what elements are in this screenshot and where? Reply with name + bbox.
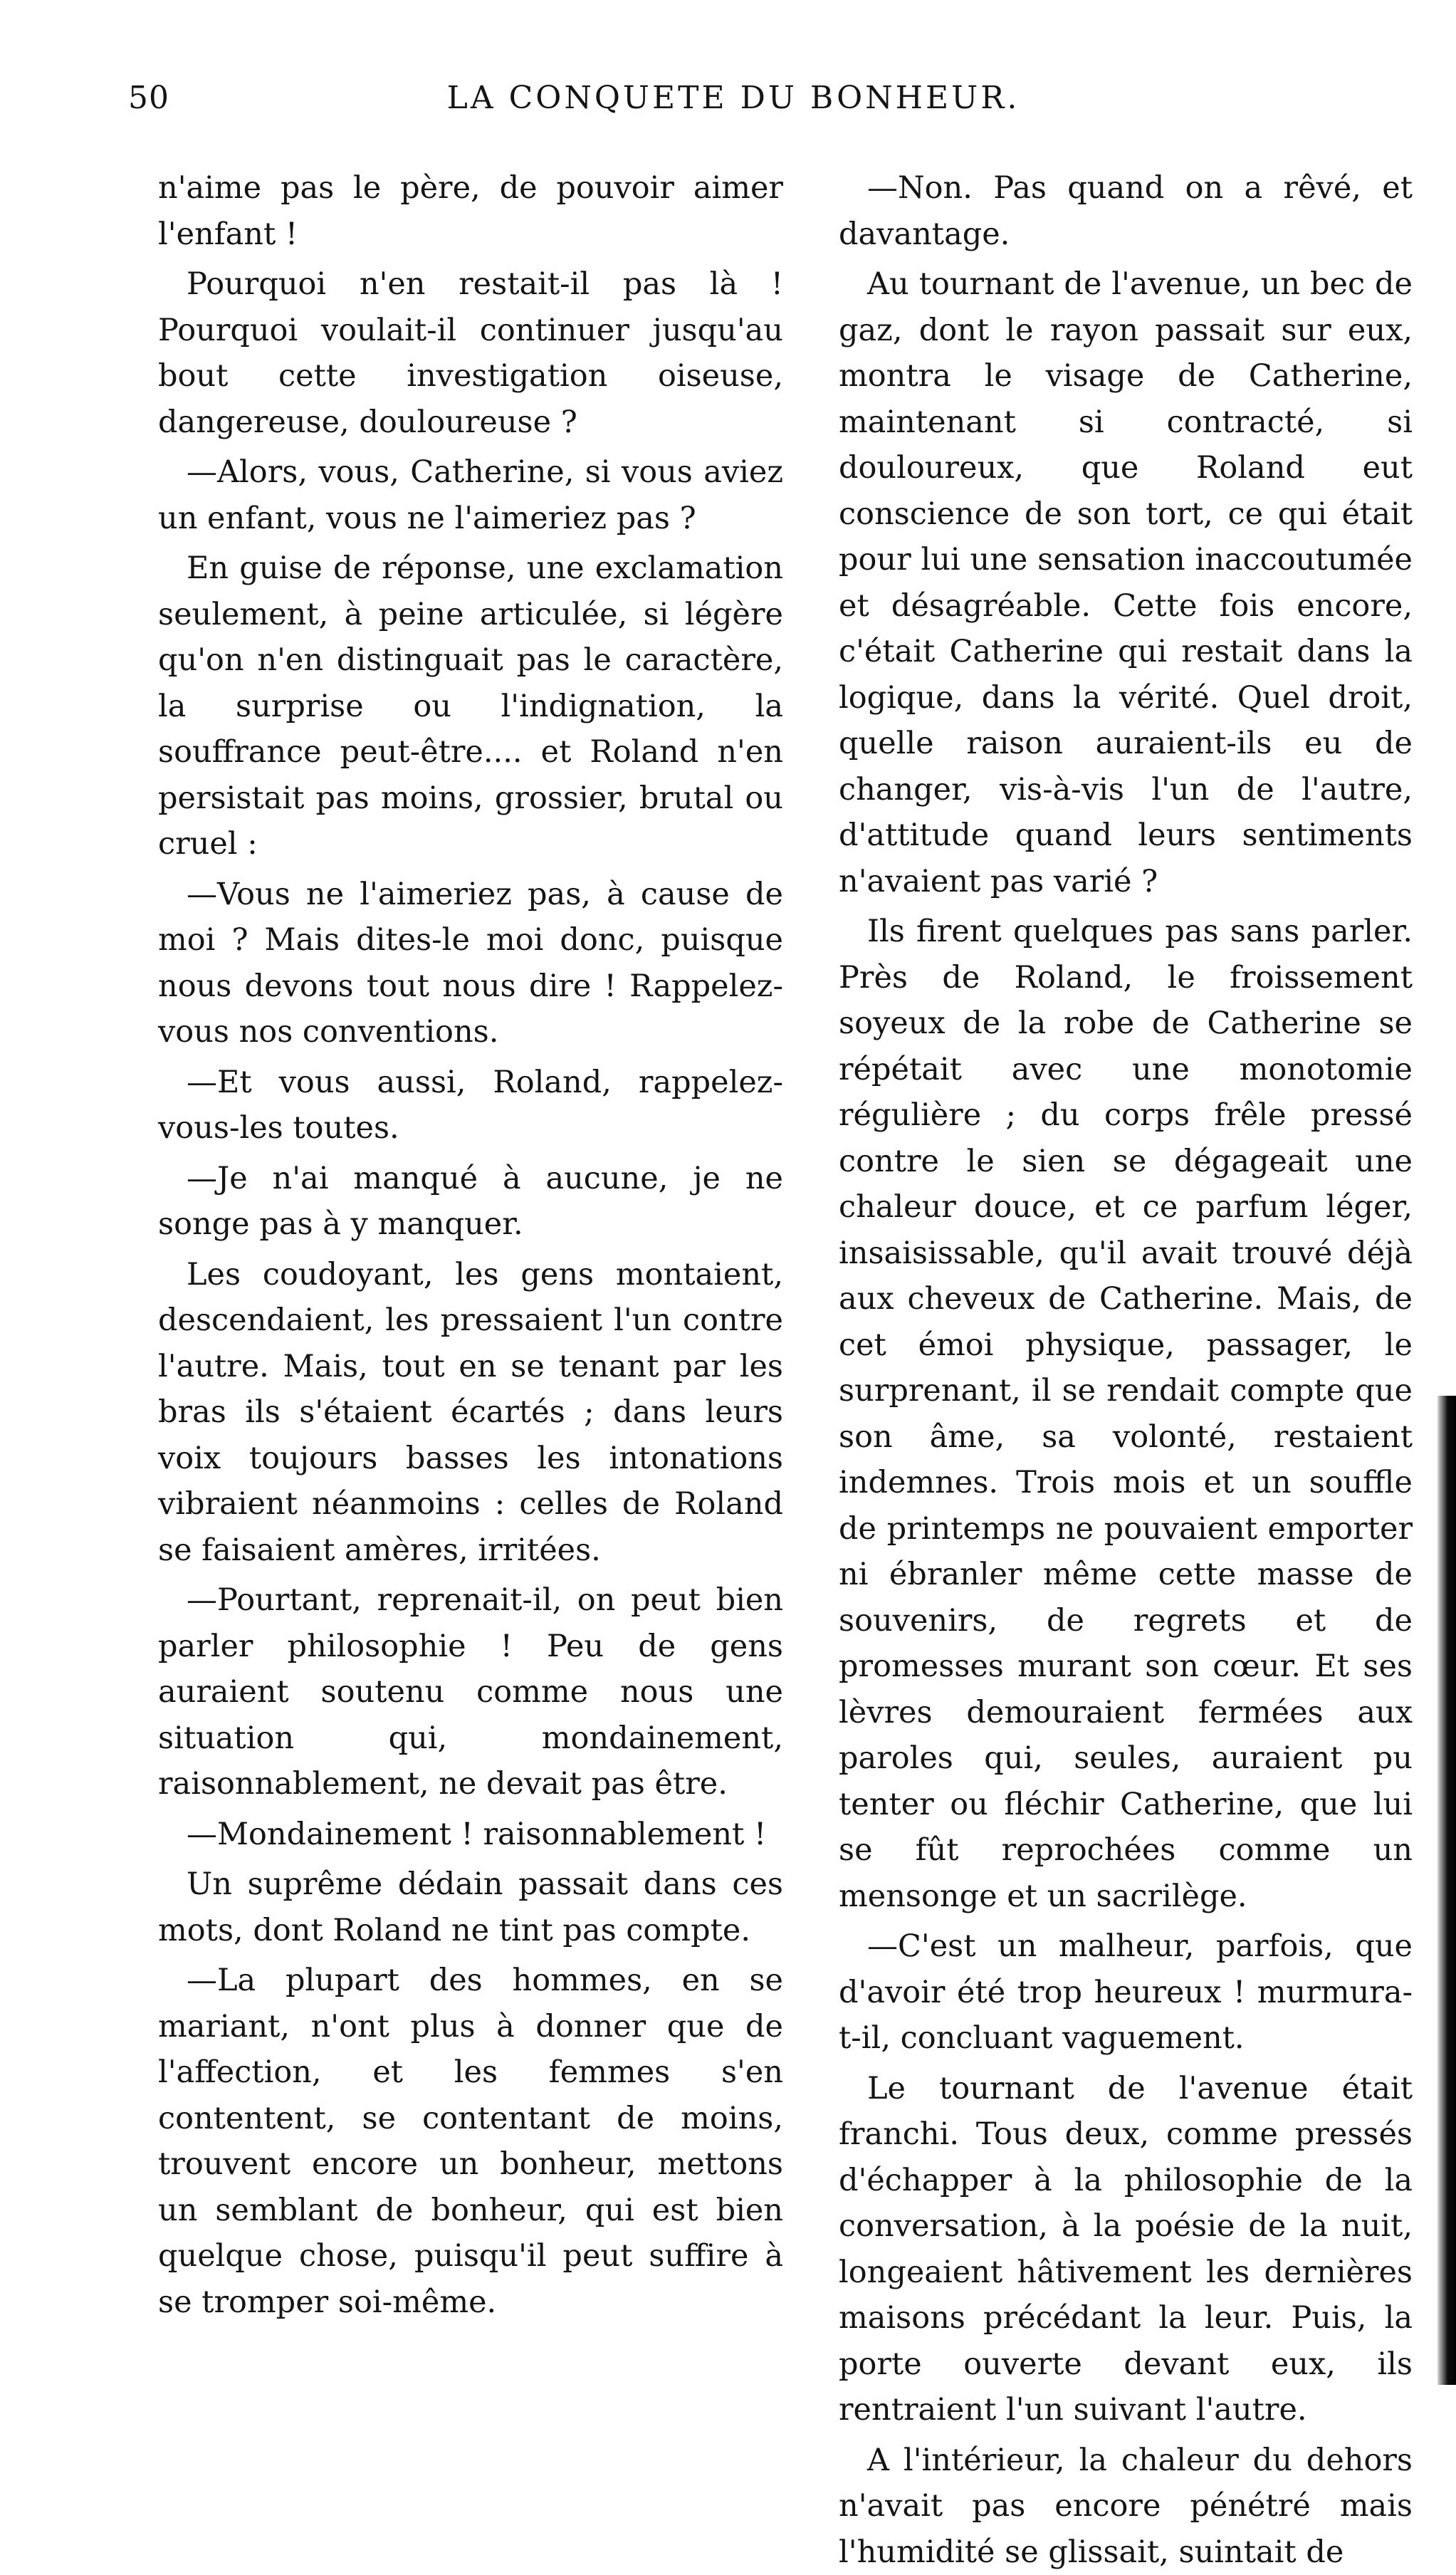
paragraph: —La plupart des hommes, en se mariant, n'ont plus à donner que de l'affection, et les femmes s'en contentent, se contentant de moins, trouvent encore un bonheur, mettons un semblant de bonheur, qui est bien quelque chose, puisqu'il peut suffire à se tromper soi-même. [158, 1958, 783, 2325]
paragraph: En guise de réponse, une exclamation seulement, à peine articulée, si légère qu'on n'en distinguait pas le caractère, la surprise ou l'indignation, la souffrance peut-être.... et Roland n'en persistait pas moins, grossier, brutal ou cruel : [158, 545, 783, 867]
page-header [128, 80, 1424, 122]
paragraph: —Et vous aussi, Roland, rappelez-vous-les toutes. [158, 1060, 783, 1151]
paragraph: —Vous ne l'aimeriez pas, à cause de moi ? Mais dites-le moi donc, puisque nous devons tout nous dire ! Rappelez-vous nos conventions. [158, 872, 783, 1055]
paragraph: Ils firent quelques pas sans parler. Près de Roland, le froissement soyeux de la robe de Catherine se répétait avec une monotomie régulière ; du corps frêle pressé contre le sien se dégageait une chaleur douce, et ce parfum léger, insaisissable, qu'il avait trouvé déjà aux cheveux de Catherine. Mais, de cet émoi physique, passager, le surprenant, il se rendait compte que son âme, sa volonté, restaient indemnes. Trois mois et un souffle de printemps ne pouvaient emporter ni ébranler même cette masse de souvenirs, de regrets et de promesses murant son cœur. Et ses lèvres demouraient fermées aux paroles qui, seules, auraient pu tenter ou fléchir Catherine, que lui se fût reprochées comme un mensonge et un sacrilège. [839, 909, 1413, 1919]
left-column [158, 165, 783, 2329]
paragraph: —C'est un malheur, parfois, que d'avoir été trop heureux ! murmura-t-il, concluant vaguement. [839, 1923, 1413, 2062]
page-number: 50 [128, 80, 169, 116]
running-title: LA CONQUETE DU BONHEUR. [128, 80, 1339, 116]
page-edge-shadow [1437, 1396, 1456, 2385]
paragraph: —Je n'ai manqué à aucune, je ne songe pas à y manquer. [158, 1156, 783, 1248]
paragraph: —Alors, vous, Catherine, si vous aviez un enfant, vous ne l'aimeriez pas ? [158, 449, 783, 541]
right-column [839, 165, 1413, 2344]
paragraph: Le tournant de l'avenue était franchi. Tous deux, comme pressés d'échapper à la philosophie de la conversation, à la poésie de la nuit, longeaient hâtivement les dernières maisons précédant la leur. Puis, la porte ouverte devant eux, ils rentraient l'un suivant l'autre. [839, 2066, 1413, 2433]
paragraph: Au tournant de l'avenue, un bec de gaz, dont le rayon passait sur eux, montra le visage de Catherine, maintenant si contracté, si douloureux, que Roland eut conscience de son tort, ce qui était pour lui une sensation inaccoutumée et désagréable. Cette fois encore, c'était Catherine qui restait dans la logique, dans la vérité. Quel droit, quelle raison auraient-ils eu de changer, vis-à-vis l'un de l'autre, d'attitude quand leurs sentiments n'avaient pas varié ? [839, 261, 1413, 904]
paragraph: n'aime pas le père, de pouvoir aimer l'enfant ! [158, 165, 783, 257]
paragraph: Pourquoi n'en restait-il pas là ! Pourquoi voulait-il continuer jusqu'au bout cette investigation oiseuse, dangereuse, douloureuse ? [158, 261, 783, 445]
paragraph: Un suprême dédain passait dans ces mots, dont Roland ne tint pas compte. [158, 1861, 783, 1953]
paragraph: A l'intérieur, la chaleur du dehors n'avait pas encore pénétré mais l'humidité se glissait, suintait de [839, 2438, 1413, 2575]
paragraph: —Pourtant, reprenait-il, on peut bien parler philosophie ! Peu de gens auraient soutenu comme nous une situation qui, mondainement, raisonnablement, ne devait pas être. [158, 1577, 783, 1807]
paragraph: Les coudoyant, les gens montaient, descendaient, les pressaient l'un contre l'autre. Mais, tout en se tenant par les bras ils s'étaient écartés ; dans leurs voix toujours basses les intonations vibraient néanmoins : celles de Roland se faisaient amères, irritées. [158, 1252, 783, 1574]
paragraph: —Mondainement ! raisonnablement ! [158, 1812, 783, 1858]
paragraph: —Non. Pas quand on a rêvé, et davantage. [839, 165, 1413, 257]
